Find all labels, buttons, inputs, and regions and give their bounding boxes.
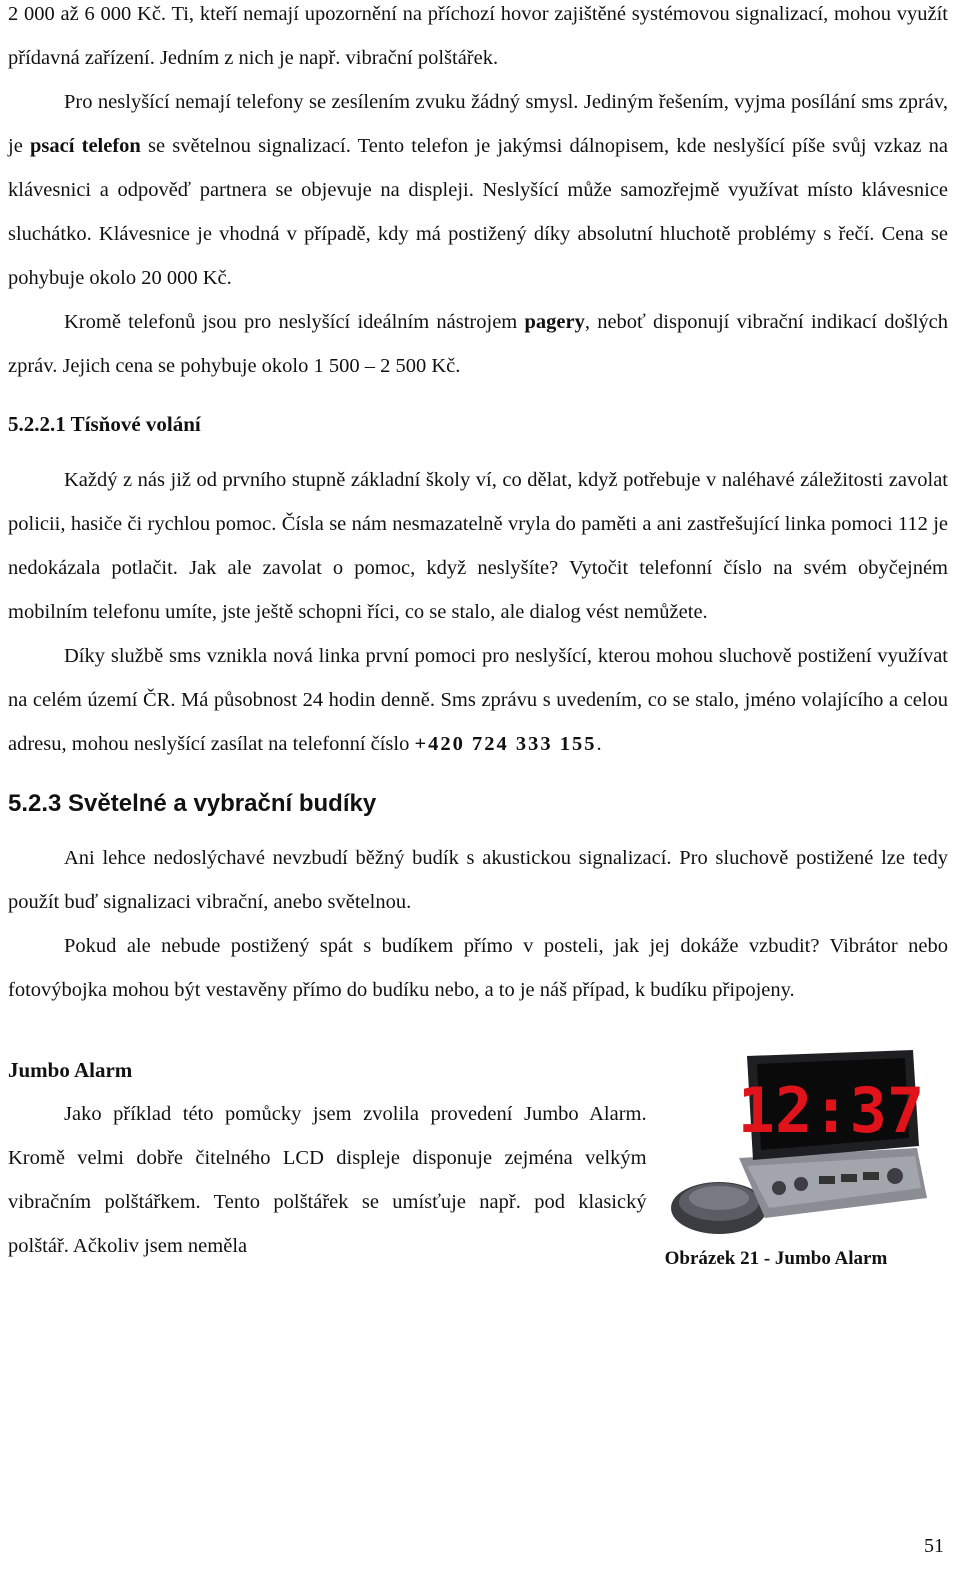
paragraph-2-text-a: Pro neslyšící nemají telefony se zesílením zvuku žádný smysl. Jediným řešením, vyjma posílání sms zpráv, je <box>8 91 948 157</box>
jumbo-section <box>8 1048 948 1270</box>
paragraph-7: Pokud ale nebude postižený spát s budíkem přímo v posteli, jak jej dokáže vzbudit? Vibrátor nebo fotovýbojka mohou být vestavěny přímo do budíku nebo, a to je náš případ, k budíku připojeny. <box>8 935 948 1001</box>
document-page <box>8 0 948 1270</box>
paragraph-1: 2 000 až 6 000 Kč. Ti, kteří nemají upozornění na příchozí hovor zajištěné systémovou signalizací, mohou využít přídavná zařízení. Jedním z nich je např. vibrační polštářek. <box>8 3 948 69</box>
heading-jumbo-alarm: Jumbo Alarm <box>8 1058 133 1082</box>
heading-5221: 5.2.2.1 Tísňové volání <box>8 412 201 436</box>
emergency-phone-number: +420 724 333 155 <box>414 733 597 755</box>
paragraph-6: Ani lehce nedoslýchavé nevzbudí běžný budík s akustickou signalizací. Pro sluchově postižené lze tedy použít buď signalizaci vibrační, anebo světelnou. <box>8 847 948 913</box>
paragraph-4: Každý z nás již od prvního stupně základní školy ví, co dělat, když potřebuje v naléhavé záležitosti zavolat policii, hasiče či rychlou pomoc. Čísla se nám nesmazatelně vryla do paměti a ani zastřešující linka pomoci 112 je nedokázala potlačit. Jak ale zavolat o pomoc, když neslyšíte? Vytočit telefonní číslo na svém obyčejném mobilním telefonu umíte, jste ještě schopni říci, co se stalo, ale dialog vést nemůžete. <box>8 469 948 623</box>
paragraph-3 <box>8 300 948 388</box>
figure-jumbo-alarm <box>665 1048 948 1270</box>
paragraph-5-text-a: Díky službě sms vznikla nová linka první pomoci pro neslyšící, kterou mohou sluchově postižení využívat na celém území ČR. Má působnost 24 hodin denně. Sms zprávu s uvedením, co se stalo, jméno volajícího a celou adresu, mohou neslyšící zasílat na telefonní číslo <box>8 645 948 755</box>
alarm-clock-image <box>669 1048 931 1248</box>
paragraph-8: Jako příklad této pomůcky jsem zvolila provedení Jumbo Alarm. Kromě velmi dobře čitelného LCD displeje disponuje zejména velkým vibračním polštářkem. Tento polštářek se umísťuje např. pod klasický polštář. Ačkoliv jsem neměla <box>8 1103 647 1257</box>
page-number: 51 <box>924 1535 944 1557</box>
paragraph-2 <box>8 80 948 300</box>
heading-523: 5.2.3 Světelné a vybrační budíky <box>8 790 377 817</box>
paragraph-3-text-a: Kromě telefonů jsou pro neslyšící ideálním nástrojem <box>64 311 525 333</box>
paragraph-3-text-c: , neboť disponují vibrační indikací došlých zpráv. Jejich cena se pohybuje okolo 1 500 – 2 500 Kč. <box>8 311 948 377</box>
paragraph-3-bold: pagery <box>524 311 585 333</box>
paragraph-5-text-c: . <box>596 733 602 755</box>
figure-caption: Obrázek 21 - Jumbo Alarm <box>664 1248 888 1269</box>
paragraph-5 <box>8 634 948 766</box>
paragraph-2-text-c: se světelnou signalizací. Tento telefon je jakýmsi dálnopisem, kde neslyšící píše svůj vzkaz na klávesnici a odpověď partnera se objevuje na displeji. Neslyšící může samozřejmě využívat místo klávesnice sluchátko. Klávesnice je vhodná v případě, kdy má postižený díky absolutní hluchotě problémy s řečí. Cena se pohybuje okolo 20 000 Kč. <box>8 135 948 289</box>
clock-display-time: 12:37 <box>737 1074 924 1147</box>
jumbo-text-column <box>8 1048 647 1270</box>
paragraph-2-bold: psací telefon <box>30 135 141 157</box>
